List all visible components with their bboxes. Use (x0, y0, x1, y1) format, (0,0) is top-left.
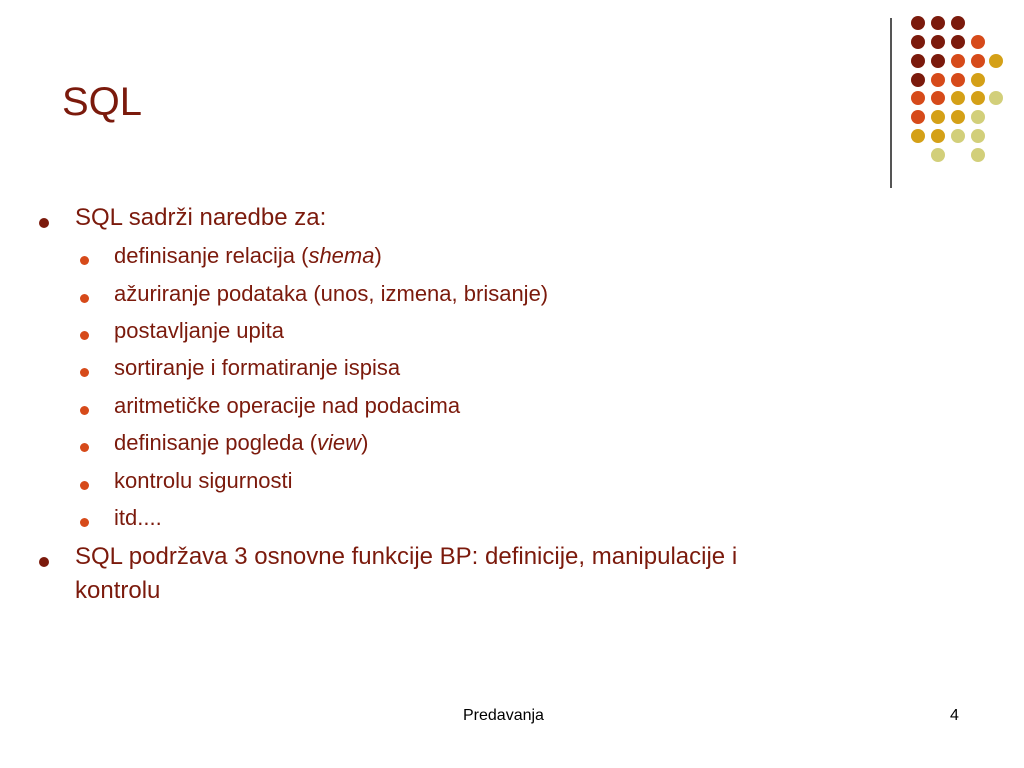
decorative-dot (911, 129, 925, 143)
bullet-text: definisanje pogleda ( (114, 430, 318, 455)
bullet-text: shema (308, 243, 375, 268)
sub-bullet-item (114, 243, 382, 269)
decorative-dot (971, 35, 985, 49)
decorative-dot (971, 91, 985, 105)
decorative-dot (989, 91, 1003, 105)
bullet-text: SQL sadrži naredbe za: (75, 204, 327, 231)
slide-title: SQL (62, 80, 143, 124)
bullet-marker (80, 481, 89, 490)
bullet-marker (80, 518, 89, 527)
bullet-text: view (317, 430, 362, 455)
bullet-text: ažuriranje podataka (unos, izmena, brisanje) (114, 281, 549, 306)
bullet-marker (80, 443, 89, 452)
decorative-dot (931, 16, 945, 30)
decorative-dot (931, 91, 945, 105)
bullet-text: sortiranje i formatiranje ispisa (114, 355, 401, 380)
bullet-marker (39, 557, 49, 567)
decorative-dot (931, 110, 945, 124)
decorative-dot (951, 73, 965, 87)
decorative-dot (951, 35, 965, 49)
decorative-dot (911, 54, 925, 68)
decorative-dot (931, 129, 945, 143)
decorative-dot (931, 35, 945, 49)
decorative-dot (951, 129, 965, 143)
sub-bullet-item (114, 468, 293, 494)
bullet-marker (80, 256, 89, 265)
bullet-marker (80, 406, 89, 415)
bullet-marker (80, 368, 89, 377)
decorative-dot (971, 73, 985, 87)
page-number: 4 (950, 707, 959, 724)
decorative-dot (971, 54, 985, 68)
decorative-dot-grid (0, 0, 1024, 200)
bullet-text: ) (374, 243, 382, 268)
sub-bullet-item (114, 318, 284, 344)
bullet-item (75, 543, 737, 571)
decorative-dot (911, 91, 925, 105)
decorative-dot (951, 110, 965, 124)
bullet-text: definisanje relacija ( (114, 243, 309, 268)
bullet-text: SQL podržava 3 osnovne funkcije BP: definicije, manipulacije i (75, 543, 738, 570)
footer-label: Predavanja (463, 707, 544, 724)
bullet-item (75, 204, 326, 232)
sub-bullet-item (114, 430, 368, 456)
decorative-dot (989, 54, 1003, 68)
decorative-dot (911, 35, 925, 49)
decorative-dot (971, 148, 985, 162)
bullet-text: kontrolu sigurnosti (114, 468, 293, 493)
sub-bullet-item (114, 393, 460, 419)
sub-bullet-item (114, 281, 548, 307)
decorative-dot (911, 16, 925, 30)
decorative-dot (931, 54, 945, 68)
bullet-text: ) (361, 430, 369, 455)
bullet-marker (80, 294, 89, 303)
sub-bullet-item (114, 505, 162, 531)
bullet-text: postavljanje upita (114, 318, 285, 343)
sub-bullet-item (114, 355, 400, 381)
bullet-text: aritmetičke operacije nad podacima (114, 393, 461, 418)
decorative-dot (951, 54, 965, 68)
decorative-dot (911, 73, 925, 87)
decorative-dot (951, 16, 965, 30)
bullet-text: kontrolu (75, 577, 161, 604)
bullet-marker (39, 218, 49, 228)
decorative-dot (951, 91, 965, 105)
decorative-dot (971, 129, 985, 143)
decorative-dot (911, 110, 925, 124)
bullet-item (75, 577, 160, 605)
decorative-dot (931, 148, 945, 162)
decorative-dot (931, 73, 945, 87)
decorative-dot (971, 110, 985, 124)
bullet-marker (80, 331, 89, 340)
bullet-text: itd.... (114, 505, 162, 530)
